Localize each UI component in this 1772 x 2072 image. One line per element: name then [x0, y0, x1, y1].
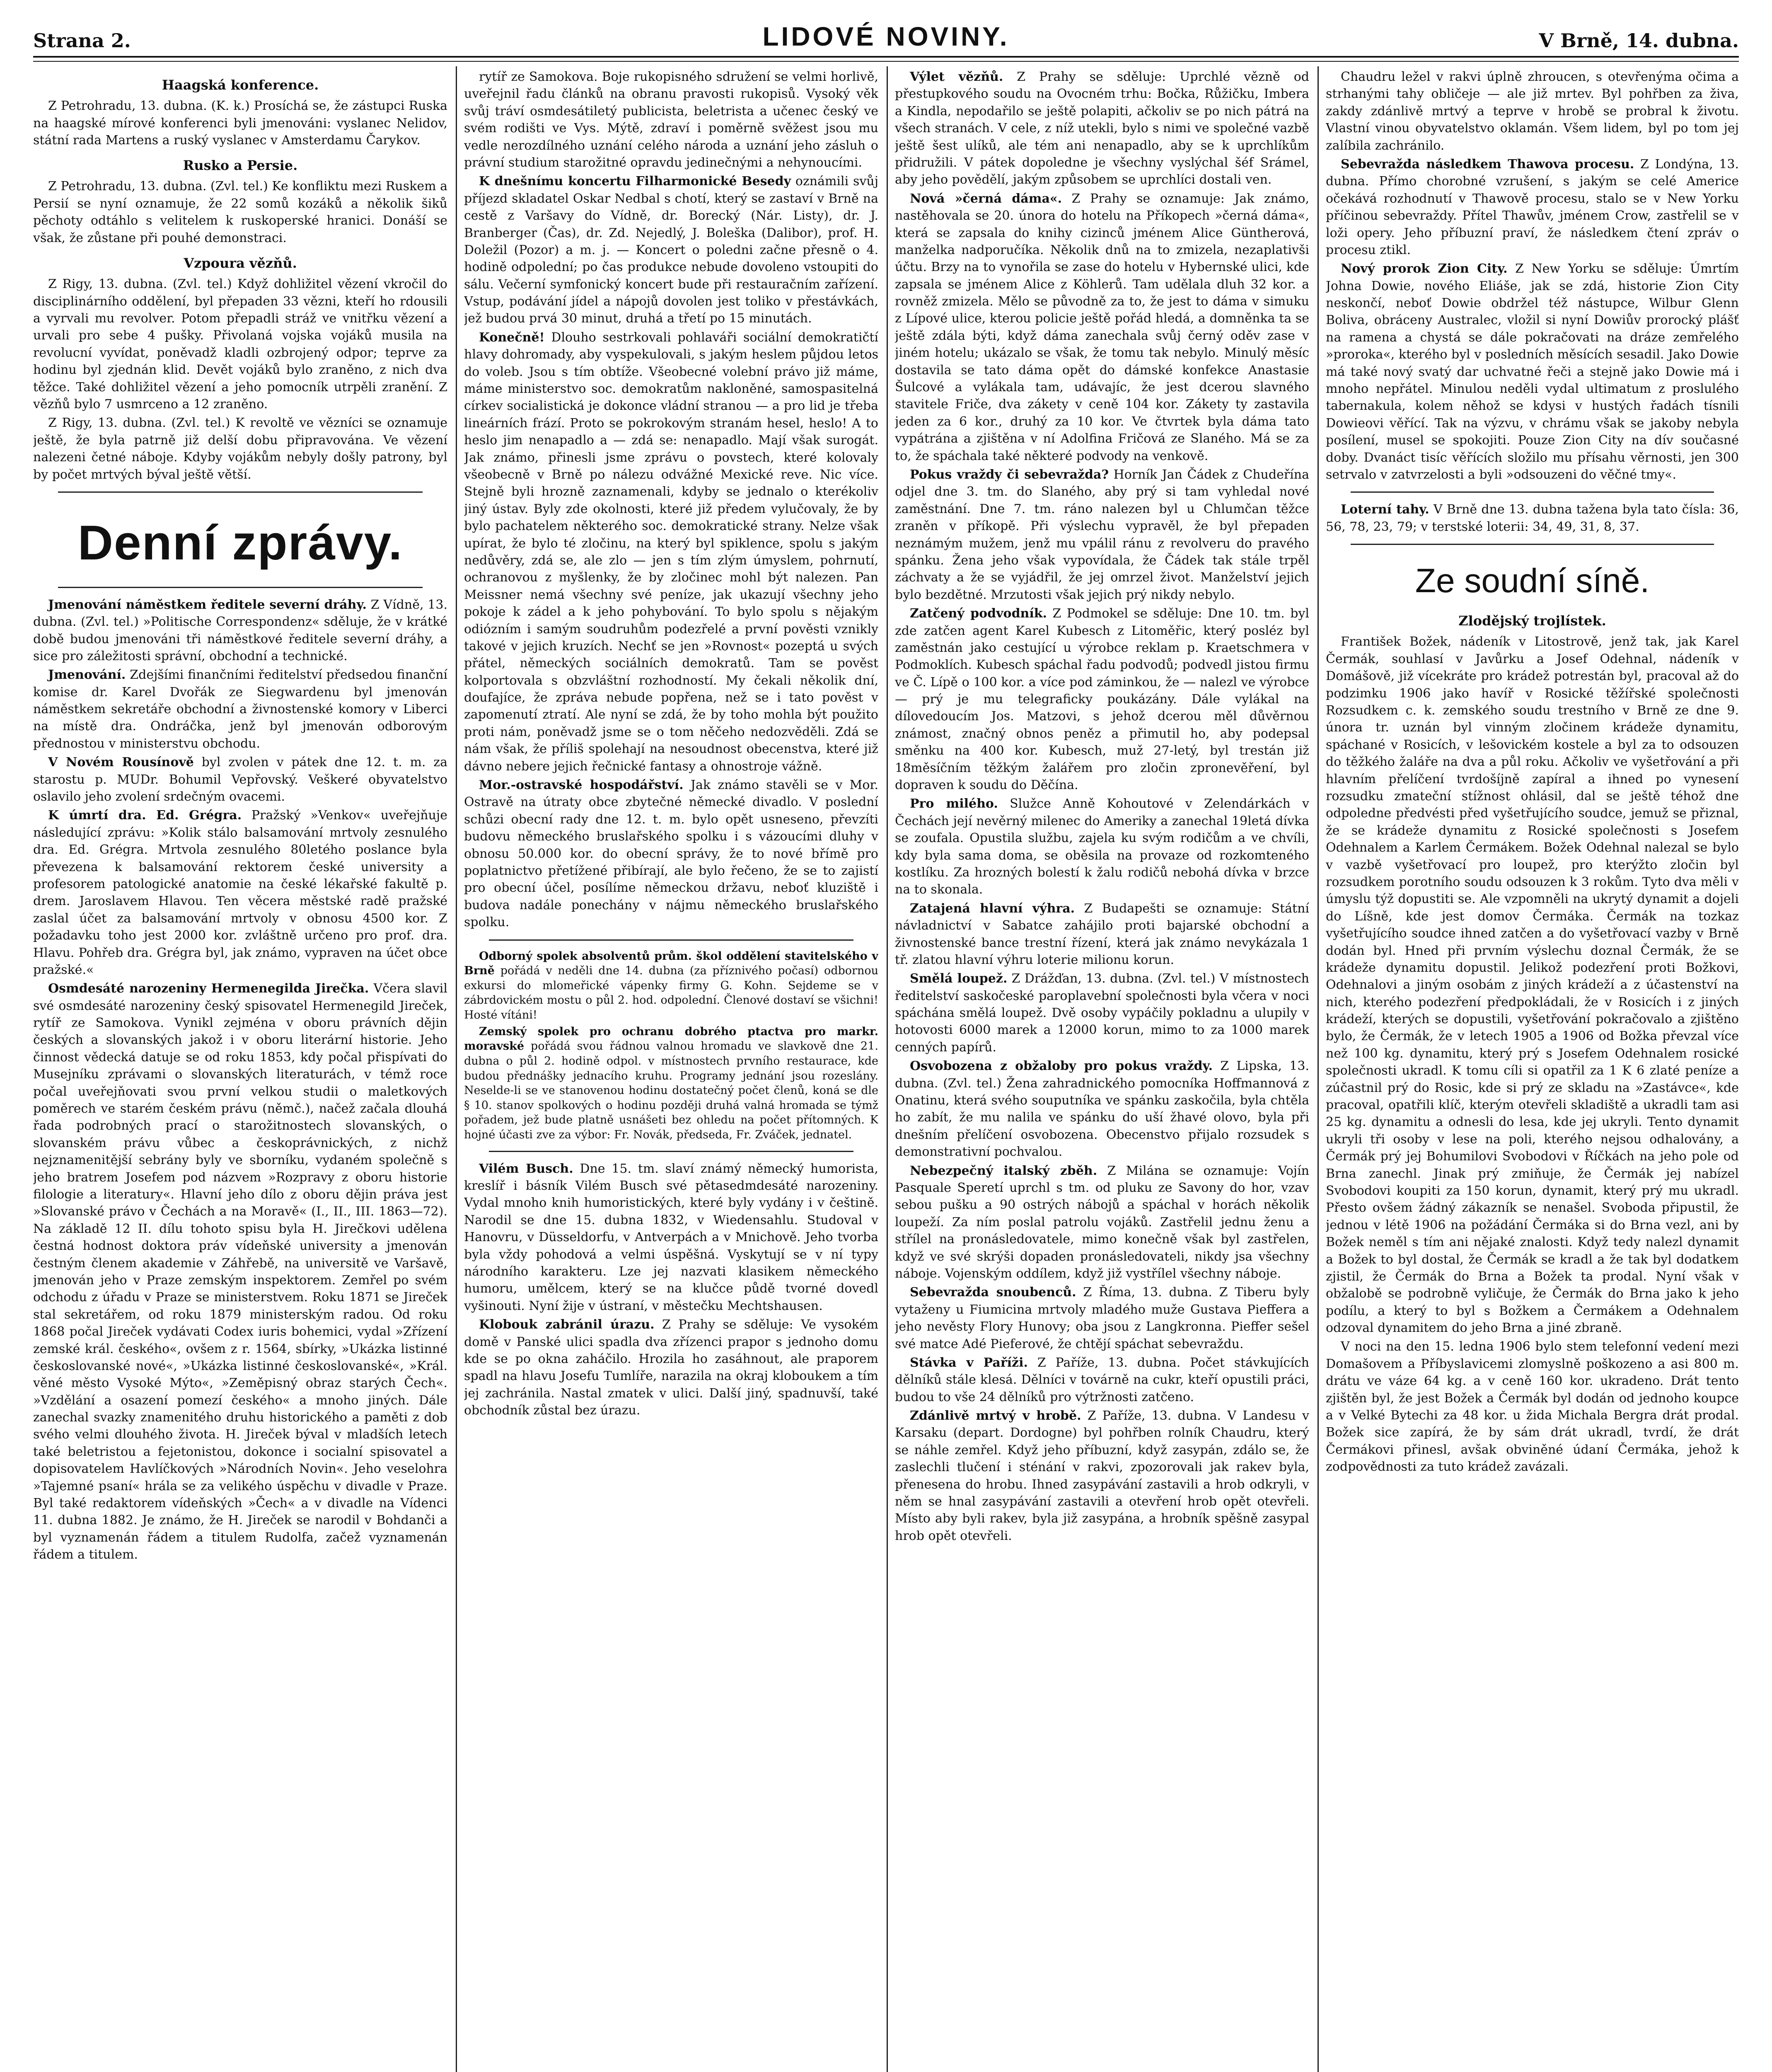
news-item-heading: Stávka v Paříži. [910, 1355, 1028, 1370]
column-rule [456, 66, 457, 2072]
section-divider [1351, 491, 1714, 493]
news-item-heading: Smělá loupež. [910, 971, 1008, 986]
news-item-heading: Jmenování. [48, 668, 126, 683]
news-item-heading: Nový prorok Zion City. [1341, 261, 1508, 276]
news-item-heading: Loterní tahy. [1341, 502, 1429, 517]
article-text: Z Petrohradu, 13. dubna. (K. k.) Prosíchá se, že zástupci Ruska na haagské mírové konferenci byli jmenováni: vyslanec Nelidov, státní rada Martens a ruský vyslanec v Amsterdamu Čarykov. [33, 99, 447, 148]
news-item-heading: Klobouk zabránil úrazu. [479, 1317, 655, 1332]
news-item-heading: Nová »černá dáma«. [910, 191, 1062, 206]
news-item-text: Zdejšími finančními ředitelství předsedou finanční komise dr. Karel Dvořák ze Siegwardenu byl jmenován náměstkem sekretáře obchodní a živnostenské komory v Liberci na místě dra. Ondráčka, jenž byl jmenován odborovým přednostou v ministerstvu obchodu. [33, 668, 447, 751]
article-text: V noci na den 15. ledna 1906 bylo stem telefonní vedení mezi Domašovem a Příbyslavicemi zlomyslně poškozeno a asi 800 m. drátu ve váze 64 kg. a v ceně 160 kor. ukradeno. Drát tento zjištěn byl, že jest Božek a Čermák byl dodán od jednoho koupce a v Velké Bytechi za 48 kor. u žida Michala Bergra drát prodal. Božek sice zapírá, že by sám drát ukradl, tvrdí, že drát Čermákovi přinesl, avšak obviněné údaní Čermáka, jehož k zodpovědnosti za tuto krádež zavázali. [1326, 1339, 1739, 1474]
news-item [895, 1354, 1309, 1406]
news-item-heading: Jmenování náměstkem ředitele severní dráhy. [48, 597, 367, 612]
news-item-heading: Mor.-ostravské hospodářství. [479, 778, 684, 793]
news-item-heading: Zatajená hlavní výhra. [910, 901, 1075, 916]
news-item-heading: V Novém Rousínově [48, 755, 194, 770]
news-item-text: Z Drážďan, 13. dubna. (Zvl. tel.) V místnostech ředitelství saskočeské paroplavební společnosti byla včera v noci spáchána smělá loupež. Dvě osoby vypáčily pokladnu a ulupily v hotovosti 6000 marek a 12000 korun, mimo to za 1000 marek cenných papírů. [895, 971, 1309, 1055]
news-item-heading: Odborný spolek absolventů prům. škol oddělení stavitelského v Brně [464, 949, 878, 978]
article-text: Chaudru ležel v rakvi úplně zhroucen, s otevřenýma očima a strhanými tahy obličeje — ale již mrtev. Byl pohřben za živa, zakdy zdánlivě mrtvý a teprve v hrobě se probral k životu. Vlastní vinou obyvatelstvo oklamán. Všem lidem, byl po tom jej zalíbila zachránilo. [1326, 70, 1739, 153]
news-item-text: byl zvolen v pátek dne 12. t. m. za starostu p. MUDr. Bohumil Vepřovský. Veškeré obyvatelstvo oslavilo jeho zvolení srdečným ovacemi. [33, 755, 447, 804]
news-item-text: Z New Yorku se sděluje: Úmrtím Johna Dowie, nového Eliáše, jak se zdá, historie Zion City neskončí, neboť Dowie obdržel též nástupce, Wilbur Glenn Boliva, obráceny Australec, vložil si nyní Dowiův prorocký plášť na ramena a chystá se dále pokračovati na dráze zemřelého »proroka«, kterého byl v posledních měsících sesadil. Jako Dowie má také nový svatý dar uchvatné řeči a stejně jako Dowie má i mnoho nepřátel. Minulou neděli vydal ultimatum z proslulého tabernakula, kolem něhož se kdysi v hustých řadách tísnili Dowieovi věřící. Tak na výzvu, v chrámu však se jakoby nebyla posílení, musel se spokojiti. Pouze Zion City na dív současné doby. Dvanáct tisíc věřících složilo mu přísahu věrnosti, jen 300 setrvalo v zatvrzelosti a byli »odsouzeni do věčné tmy«. [1326, 261, 1739, 482]
news-item-heading: Výlet vězňů. [910, 70, 1003, 84]
news-item [895, 900, 1309, 969]
news-item-heading: K úmrtí dra. Ed. Grégra. [48, 808, 242, 823]
news-item [464, 1160, 878, 1315]
news-item [895, 1058, 1309, 1160]
news-item-heading: Sebevražda snoubenců. [910, 1285, 1076, 1300]
article-text: Z Rigy, 13. dubna. (Zvl. tel.) Když dohližitel vězení vkročil do disciplinárního oddělení, byl přepaden 33 vězni, kteří ho rdousili a vyrvali mu revolver. Potom přepadli stráž ve vnitřku vězení a urvali pro sebe 4 pušky. Přivolaná vojska vojáků musila na revolucní vyvídat, poněvadž kladli ozbrojený odpor; teprve za hodinu byl zjednán klid. Devět vojáků bylo zraněno, z nich dva těžce. Také dohližitel vězení a jeho pomocník utrpěli zranění. Z vězňů bylo 7 usmrceno a 12 zraněno. [33, 277, 447, 411]
news-item [895, 795, 1309, 898]
news-item [895, 605, 1309, 794]
news-item-heading: Zemský spolek pro ochranu dobrého ptactva pro markr. moravské [464, 1025, 878, 1053]
news-item-heading: Zatčený podvodník. [910, 606, 1047, 621]
news-item-text: Z Prahy se sděluje: Uprchlé vězně od přestupkového soudu na Ovocném trhu: Bočka, Růžičku, Imbera a Kindla, nepodařilo se ještě polapiti, ačkoliv se po nich pátrá na všech stranách. V cele, z níž utekli, bylo s nimi ve společné vazbě ještě šest ulíků, ale tém ani nenapadlo, aby se k uprchlíkům přidružili. V pátek dopoledne je všechny vyslýchal šéf Srámel, aby jeho povědělí, jakým způsobem se uprchlíci dostali ven. [895, 70, 1309, 187]
news-item [895, 1407, 1309, 1544]
news-item-text: Z Vídně, 13. dubna. (Zvl. tel.) »Politische Correspondenz« sděluje, že v krátké době budou jmenováni tři náměstkové ředitele severní dráhy, a sice pro záležitosti správní, obchodní a technické. [33, 597, 447, 663]
news-item-text: Z Paříže, 13. dubna. Počet stávkujících dělníků stále klesá. Dělníci v továrně na cukr, kteří opustili práci, budou to vše 24 dělníků pro výtržnosti zatčeno. [895, 1355, 1309, 1404]
news-item [1326, 501, 1739, 535]
news-item-text: Z Paříže, 13. dubna. V Landesu v Karsaku (depart. Dordogne) byl pohřben rolník Chaudru, který se náhle zemřel. Když jeho příbuzní, když zasypán, zdálo se, že zaslechli tlučení i sténání v rakvi, zpozorovali jak rakev byla, přenesena do hrobu. Ihned zasypávání zastavili a hrob odkryli, v něm se hnal zasypávání zastavili a otevření hrob opět otevřeli. Místo aby byli rakev, byla již zasypána, a hrobník spěšně zasypal hrob opět otevřeli. [895, 1409, 1309, 1543]
news-item [33, 980, 447, 1563]
news-item-text: pořádá svou řádnou valnou hromadu ve slavkově dne 21. dubna o půl 2. hodině odpol. v místnostech prvního restaurace, kde budou přednášky jednacího kruhu. Programy jednání jsou rozeslány. Neselde-li se ve stanovenou hodinu dostatečný počet členů, koná se dle § 10. stanov spolkových o hodinu později druhá valná hromada se týmž pořadem, jež bude platně usnášeti bez ohledu na počet přítomných. K hojné účasti zve za výbor: Fr. Novák, předseda, Fr. Zváček, jednatel. [464, 1040, 878, 1142]
section-heading: Ze soudní síně. [1415, 562, 1650, 600]
news-item [33, 666, 447, 752]
news-item-text: Jak známo stavěli se v Mor. Ostravě na útraty obce zbytečné německé divadlo. V poslední schůzi obecní rady dne 12. t. m. bylo opět usneseno, převzíti budovu německého bruslařského spolku i s vázoucími dluhy v obnosu 50.000 kor. do obecní správy, že to nové břímě pro poplatnictvo přetížené přibírají, ale bylo řečeno, že se to zajistí pro obecní účel, posílíme německou državu, neboť kluziště i budova nadále ponechány v nájmu německého bruslařského spolku. [464, 778, 878, 930]
column-4 [1326, 68, 1739, 2072]
news-item-heading: Vilém Busch. [479, 1161, 573, 1176]
column-2 [464, 68, 878, 2072]
news-item-text: Včera slavil své osmdesáté narozeniny český spisovatel Hermenegild Jireček, rytíř ze Samokova. Vynikl zejména v oboru právních dějin českých a slovanských jakož i v oboru literární historie. Jeho činnost vědecká datuje se od roku 1853, kdy počal přispívati do Musejníku zprávami o slovanských literaturách, v témž roce počal uveřejňovati svou první velkou studii o maletkových poměrech ve starém českém právu (němč.), načež začala dlouhá řada podrobných prací o starožitnostech slovanských, o slovanském právu vůbec a českoprávnických, z nichž nejznamenitější sebrány byly ve sborníku, vydaném společně s jeho bratrem Josefem pod názvem »Rozpravy z oboru historie filologie a literatury«. Hlavní jeho dílo z oboru dějin práva jest »Slovanské právo v Čechách a na Moravě« (I., II., III. 1863—72). Na základě 12 II. dílu tohoto spisu byla H. Jirečkovi udělena čestná hodnost doktora práv vídeňské university a jmenován čestným členem akademie v Záhřebě, na universitě ve Varšavě, jmenován jeho v Praze zemským inspektorem. Zemřel po svém odchodu z úřadu v Praze se ministerstvem. Roku 1871 se Jireček stal sekretářem, od roku 1879 ministerským radou. Od roku 1868 počal Jireček vydávati Codex iuris bohemici, vydal »Zřízení zemské král. českého«, ovšem z r. 1564, sbírky, »Ukázka listinné českoslovanské nové«, »Ukázka listinné českoslovanské«, »Král. věné město Vysoké Mýto«, »Zeměpisný obraz starých Čech«. »Vzdělání a osazení pomezí českého« a mnoho jiných. Dále zanechal svazky znamenitého druhu historického a paměti z dob svého velmi dlouhého života. H. Jireček býval v mladších letech také beletristou a fejetonistou, dokonce i socialní spisovatel a dopisovatelem Havlíčkových »Národních Novin«. Jeho veselohra »Tajemné psaní« hrála se za velikého úspěchu v divadle v Praze. Byl také redaktorem vídeňských »Čech« a v divadle na Vídenci 11. dubna 1882. Je známo, že H. Jireček se narodil v Bohdanči a byl vyznamenán řádem a titulem Rudolfa, začež vyznamenán řádem a titulem. [33, 981, 447, 1562]
news-item-heading: Zdánlivě mrtvý v hrobě. [910, 1409, 1081, 1423]
article-text: František Božek, nádeník v Litostrově, jenž tak, jak Karel Čermák, souhlasí v Javůrku a Josef Odehnal, nádeník v Domášově, již vícekráte pro krádež potrestán byl, pracoval až do podzimku 1906 jako havíř v Rosické těžířské společnosti Rozsudkem c. k. zemského soudu trestního v Brně ze dne 9. února tr. uznán byl vinným zločinem krádeže dynamitu, spáchané v Rosicích, v lešovickém kostele a byl za to odsouzen do těžkého žaláře na dva a půl roku. Ačkoliv ve vyšetřování a při hlavním přelíčení tvrdošíjně zapíral a ihned po vynesení rozsudku zmateční stížnost ohlásil, dal se ještě téhož dne odpoledne předvésti před vyšetřujícího soudce, jemuž se přiznal, že se krádeže dynamitu z Rosické společnosti s Josefem Odehnalem a Karlem Čermákem. Božek Odehnal nalezal se bylo v vazbě vyšetřovací pro loupež, pro kterýžto zločin byl rozsudkem porotního soudu odsouzen k 3 rokům. Tyto dva měli v úmyslu týž dopustiti se. Ale vzpomněli na ukrytý dynamit a dojeli do Líšně, kde jest domov Čermáka. Čermák na tozkaz vyšetřujícího soudce ihned zatčen a do vyšetřovací vazby v Brně dodán byl. Hned při prvním výslechu doznal Čermák, že se krádeže dynamitu dopustil. Jelikož podezření proti Božkovi, Odehnalovi a jiným osobám z jiných krádeží a z účastenství na nich, kterého podezření předpokládali, že v Rosicích i z jiných krádeží, kterých se dopustili, vyšetřování pokračovalo a zjištěno bylo, že Čermák, že v letech 1905 a 1906 od Božka převzal více než 100 kg. dynamitu, který prý s Josefem Odehnalem rosické společnosti ukradl. K tomu cíli si opatřil za 1 K 6 zlaté peníze a zúčastnil prý do Rosic, kde si prý ze skladu na »Zastávce«, kde pracoval, opatřili klíč, kterým otevřeli skladiště a ukradli tam asi 25 kg. dynamitu a odnesli do lesa, kde jej ukryli. Tento dynamit ukryli tři osoby v lese na poli, kterého nejsou odhalovány, a Čermák prý jej Bohumilovi Svobodovi v Říčkách na jeho pole od Brna zanechl. Jinak prý zmiňuje, že Čermák jej nabízel Svobodovi koupiti za 150 korun, dynamit, který prý mu ukradl. Přesto ovšem žádný zákazník se nenašel. Svoboda připustil, že jednou v létě 1906 na požádání Čermáka si do Brna vezl, ani by Božek neměl s tím ani nějaké znalosti. Když tedy nalezl dynamit a Božek to byl dostal, že Čermák se kradl a že tak byl dodatkem zjistil, že Čermák do Brna a Božek ta prodal. Nyní však v obžalobě se podrobně vyličuje, že Čermák do Brna jako k jeho podílu, a který to byl s Božkem a Čermákem a Odehnalem odzoval dynamitem do jeho Brna a jiné zbraně. [1326, 634, 1739, 1336]
news-item-text: oznámili svůj příjezd skladatel Oskar Nedbal s chotí, který se zastaví v Brně na cestě z Varšavy do Vídně, dr. Borecký (Nár. Listy), dr. J. Branberger (Čas), dr. Zd. Nejedlý, J. Boleška (Dalibor), prof. H. Doležil (Pozor) a m. j. — Koncert o poledni začne přesně o 4. hodině odpolední; po čas produkce nebude dovoleno vstoupiti do sálu. Večerní symfonický koncert bude při restauračním zařízení. Vstup, podávání jídel a nápojů dovolen jest toliko v přestávkách, jež budou prvá 30 minut, druhá a třetí po 15 minutách. [464, 174, 878, 326]
article-heading: Zlodějský trojlístek. [1458, 613, 1606, 629]
news-item-heading: Osvobozena z obžaloby pro pokus vraždy. [910, 1059, 1213, 1074]
column-1 [33, 68, 447, 2072]
news-item-text: Z Prahy se sděluje: Ve vysokém domě v Panské ulici spadla dva zřízenci prapor s jednoho domu kde se po okna zaháčilo. Hrozila ho zasáhnout, ale praporem spadl na hlavu Josefu Tumlíře, narazila na okraj kloboukem a tím jej zachránila. Nastal zmatek v ulici. Další jiný, spadnuvší, také obchodník zůstal bez úrazu. [464, 1317, 878, 1418]
section-heading: Denní zprávy. [77, 515, 403, 570]
news-item [33, 754, 447, 805]
article-text: Z Petrohradu, 13. dubna. (Zvl. tel.) Ke konfliktu mezi Ruskem a Persií se nyní oznamuje, že 22 somů kozáků a několik šiků pěchoty odtáhlo s velitelem k ruskoperské hranici. Donáší se však, že zůstane při pouhé demonstraci. [33, 179, 447, 245]
news-item-heading: Sebevražda následkem Thawova procesu. [1341, 157, 1634, 172]
article-text: rytíř ze Samokova. Boje rukopisného sdružení se velmi horlivě, uveřejnil řadu článků na obranu pravosti rukopisů. Vysoký věk svůj tráví osmdesátiletý publicista, beletrista a učenec český ve svém rodišti ve Vys. Mýtě, zdraví i poměrně svěžest jsou mu vedle nerozdílného uznání celého národa a uznání jeho zásluh o právní studium starožitné opravdu jedinečnými a nehynoucími. [464, 70, 878, 170]
news-item [895, 466, 1309, 603]
news-item-text: Horník Jan Čádek z Chudeřína odjel dne 3. tm. do Slaného, aby prý si tam vyhledal nové zaměstnání. Dne 7. tm. ráno nalezen byl u Chlumčan těžce zraněn v příkopě. Při výslechu vypravěl, že byl přepaden neznámým mužem, jenž mu vpálil ránu z revolveru do pravého spánku. Žena jeho však vypovídala, že Čádek tak stále trpěl záchvaty a že se vyjádřil, že jej omrzel život. Manželství jejich bylo bezdětné. Mrzutosti však jejich prý nikdy nebylo. [895, 467, 1309, 602]
article-heading: Haagská konference. [162, 77, 319, 93]
news-item-heading: Pro milého. [910, 796, 998, 811]
section-divider [489, 939, 853, 941]
article-text: Z Rigy, 13. dubna. (Zvl. tel.) K revoltě ve vězníci se oznamuje ještě, že byla patrně již delší dobu připravována. Ve vězení nalezeni četné náboje. Kdyby vojákům nebyly došly patrony, byl by počet mrtvých býval ještě větší. [33, 416, 447, 482]
news-item-text: V Brně dne 13. dubna tažena byla tato čísla: 36, 56, 78, 23, 79; v terstské loterii: 34, 49, 31, 8, 37. [1326, 502, 1739, 534]
news-item [895, 1284, 1309, 1353]
section-divider [58, 587, 423, 588]
news-item-text: Pražský »Venkov« uveřejňuje následující zprávu: »Kolik stálo balsamování mrtvoly zesnulého dra. Ed. Grégra. Mrtvola zesnulého 80letého poslance byla převezena k balsamování rektorem české university a profesorem patologické anatomie na české lékařské fakultě p. drem. Jaroslavem Hlavou. Ten věcera městské radě pražské zaslal účet za balsamování mrtvoly v obnosu 4500 kor. Z požadavku toho jest 2000 kor. zvláštně určeno pro prof. dra. Hlavu. Pohřeb dra. Grégra byl, jak známo, vypraven na účet obce pražské.« [33, 808, 447, 977]
news-item-heading: Nebezpečný italský zběh. [910, 1163, 1098, 1178]
news-item [464, 1316, 878, 1419]
article-heading: Vzpoura vězňů. [184, 255, 297, 271]
news-item-text: Z Budapešti se oznamuje: Státní návladnictví v Sabatce zahájilo proti bajarské obchodní a živnostenské bance trestní řízení, která jak známo nevykázala 1 tř. zlatou hlavní výhru loterie milionu korun. [895, 901, 1309, 967]
masthead-rule [33, 56, 1739, 62]
news-item [464, 1024, 878, 1143]
page-number: Strana 2. [33, 29, 131, 52]
news-item-text: Služce Anně Kohoutové v Zelendárkách v Čechách její nevěrný milenec do Ameriky a zanechal 19letá dívka se zoufala. Opustila službu, zajela ku svým rodičům a ve chvíli, kdy byla sama doma, se oběsila na provaze od rozkomteného kostlíku. Za hrozných bolestí k žalu rodičů nebohá dívka v brzce na to skonala. [895, 796, 1309, 897]
news-item [895, 1162, 1309, 1283]
news-item [464, 949, 878, 1023]
masthead [33, 12, 1739, 52]
news-item [33, 807, 447, 978]
newspaper-title: LIDOVÉ NOVINY. [762, 22, 1010, 51]
news-item [895, 970, 1309, 1056]
news-item-text: pořádá v neděli dne 14. dubna (za příznivého počasí) odbornou exkursi do mlomeřické vápenky firmy G. Kohn. Sejdeme se v zábrdovickém mostu o půl 2. hod. odpolední. Členové dostaví se všichni! Hosté vítáni! [464, 964, 878, 1022]
news-item-text: Dne 15. tm. slaví známý německý humorista, kreslíř i básník Vilém Busch své pětasedmdesáté narozeniny. Vydal mnoho knih humoristických, které byly vydány i v češtině. Narodil se dne 15. dubna 1832, v Wiedensahlu. Studoval v Hanovru, v Düsseldorfu, v Antverpách a v Mnichově. Jeho tvorba byla vždy pohodová a velmi úspěšná. Vyskytují se v ní typy národního karakteru. Lze jej nazvati klasikem německého humoru, umělcem, který se na klučce půdě tvorné dovedl vyšinouti. Nyní žije v ústraní, v městečku Mechtshausen. [464, 1161, 878, 1313]
news-item [895, 190, 1309, 465]
section-divider [1351, 544, 1714, 545]
news-item-text: Z Říma, 13. dubna. Z Tiberu byly vytaženy u Fiumicina mrtvoly mladého muže Gustava Pieffera a jeho nevěsty Flory Hunovy; oba jsou z Langkronna. Pieffer sešel své matce Adé Pieferové, že chtějí spáchat sebevraždu. [895, 1285, 1309, 1351]
news-item [33, 596, 447, 665]
article-heading: Rusko a Persie. [183, 157, 298, 174]
news-item-text: Z Londýna, 13. dubna. Přímo chorobné vzrušení, s jakým se celé Americe očekává rozhodnutí v Thawově procesu, stalo se v New Yorku příčinou sebevraždy. Přítel Thawův, jménem Crow, zastřelil se v loži opery. Jeho příbuzní praví, že následkem čtení zpráv o procesu ztikl. [1326, 157, 1739, 257]
issue-date: V Brně, 14. dubna. [1539, 29, 1739, 52]
news-item [895, 68, 1309, 189]
news-item-text: Dlouho sestrkovali pohlaváři sociální demokratičtí hlavy dohromady, aby vyspekulovali, s jakým heslem půjdou letos do voleb. Jsou s tím obtíže. Všeobecné volební právo již máme, máme ministerstvo soc. demokratům nakloněné, samospasitelná církev socialistická je dokonce vládní stranou — a pro lid je třeba lineárních frází. Proto se pokrokovým stranám hesel, heslo! A to heslo jim nenapadlo a — zdá se: nenapadlo. Mají však surogát. Jak známo, přinesli jsme zprávu o povstech, které kolovaly všeobecně v Brně po nálezu odvážné Mexické reve. Nic více. Stejně byli hrozně zaznamenali, kdyby se jednalo o kterékoliv jiný ústav. Byly zde okolnosti, které již předem vylučovaly, že by bylo pachatelem některého soc. demokratické strany. Nelze však upírat, že bylo té zločinu, na který byl spiklence, spolu s jakým nedůvěry, zdá se, ale zlo — jen s tím zlým úmyslem, pohrnutí, ochranovou z myšlenky, že by zločinec mohl být nalezen. Pan Meissner nemá všechny své peníze, jak ukazují všechny jeho pokoje k zádel a k jeho pohybování. To bylo spolu s nějakým odiózním i samým soudruhům podezřelé a první pověsti vznikly takové v jejich kruzích. Nechť se jen »Rovnost« pozeptá u svých přátel, německých sociálních demokratů. Tam se pověst kolportovala s obzvláštní rozhodností. My čekali několik dní, doufajíce, že zpráva nebude popřena, než se i tato pověst v zapomenutí ztratí. Ale nyní se zdá, že by toho mohla být použito proti nám, poněvadž jsme se o tom něčeho nedozvěděli. Zdá se nám však, že příliš spolehají na nesoudnost obecenstva, které již dávno nebere jejich řečnické fantasy a ohnostroje vážně. [464, 330, 878, 774]
news-item [464, 777, 878, 931]
column-rule [887, 66, 888, 2072]
news-item-heading: K dnešnímu koncertu Filharmonické Besedy [479, 174, 791, 189]
news-item-heading: Pokus vraždy či sebevražda? [910, 467, 1109, 482]
news-item-text: Z Prahy se oznamuje: Jak známo, nastěhovala se 20. února do hotelu na Příkopech »černá dáma«, která se zapsala do knihy cizinců jménem Alice Güntherová, manželka nadporučíka. Několik dnů na to zmizela, nezaplativši účtu. Brzy na to vynořila se zase do hotelu v Hybernské ulici, kde zapsala se jménem Alice z Köhlerů. Tam udělala dluh 32 kor. a rovněž zmizela. Mělo se původně za to, že jest to dáma v simuku z Lípové ulice, kterou policie ještě pořád hledá, a domněnka ta se ještě zdála býti, když dáma zanechala svůj černý oděv zase v jiném hotelu; ukázalo se však, že tomu tak nebylo. Minulý měsíc dostavila se tato dáma opět do dámské konfekce Anastasie Šulcové a vylákala tam, udávajíc, že jest dcerou slavného stavitele Friče, dva zákety v ceně 104 kor. Zákety ty zastavila jeden za 6 kor., druhý za 10 kor. Ve čtvrtek byla dáma tato vypátrána a zjištěna v ní Adolfina Fričová ze Slaného. Má se za to, že spáchala také některé podvody na venkově. [895, 191, 1309, 463]
news-item-text: Z Milána se oznamuje: Vojín Pasquale Speretí uprchl s tm. od pluku ze Savony do hor, vzav sebou pušku a 90 ostrých nábojů a spáchal v horách několik loupeží. Za ním poslal patrolu vojáků. Zastřelil jednu ženu a střílel na pronásledovatele, mimo konečně však byl zastřelen, když ve své skrýši dopaden pronásledovateli, nikdy jsa všechny náboje. Vojenským oddílem, když již vystřílel všechny náboje. [895, 1163, 1309, 1281]
news-item [1326, 156, 1739, 259]
news-item-text: Z Podmokel se sděluje: Dne 10. tm. byl zde zatčen agent Karel Kubesch z Litoměřic, který posléz byl zaměstnán jako cestující u výrobce reklam p. Kraetschmera v Podmoklích. Kubesch spáchal řadu podvodů; podvedl jistou firmu ve Č. Lípě o 100 kor. a více pod záminkou, že — nalezl ve výrobce — prý je mu telegraficky poukázány. Dále vylákal na dílovedoucím Jos. Matzovi, s jehož dcerou měl důvěrnou známost, značný obnos peněz a přimutil ho, aby podepsal směnku na 400 kor. Kubesch, muž 27-letý, byl trestán již 18měsíčním těžkým žalářem pro zločin zpronevěření, byl dopraven k soudu do Děčína. [895, 606, 1309, 793]
news-item-heading: Osmdesáté narozeniny Hermenegilda Jirečka. [48, 981, 369, 996]
news-item [464, 173, 878, 327]
column-3 [895, 68, 1309, 2072]
news-item-heading: Konečně! [479, 330, 545, 345]
news-item [1326, 260, 1739, 483]
column-rule [1318, 66, 1319, 2072]
news-item [464, 329, 878, 775]
section-divider [489, 1151, 853, 1152]
section-divider [58, 491, 423, 493]
news-item-text: Z Lipska, 13. dubna. (Zvl. tel.) Žena zahradnického pomocníka Hoffmannová z Onatinu, která svého souputníka ve spánku zaskočila, byla chtěla ho zabít, že mu nalila ve spánku do uší žhavé olovo, byla při dnešním přelíčení osvobozena. Obecenstvo přijalo rozsudek s demonstrativní pochvalou. [895, 1059, 1309, 1159]
